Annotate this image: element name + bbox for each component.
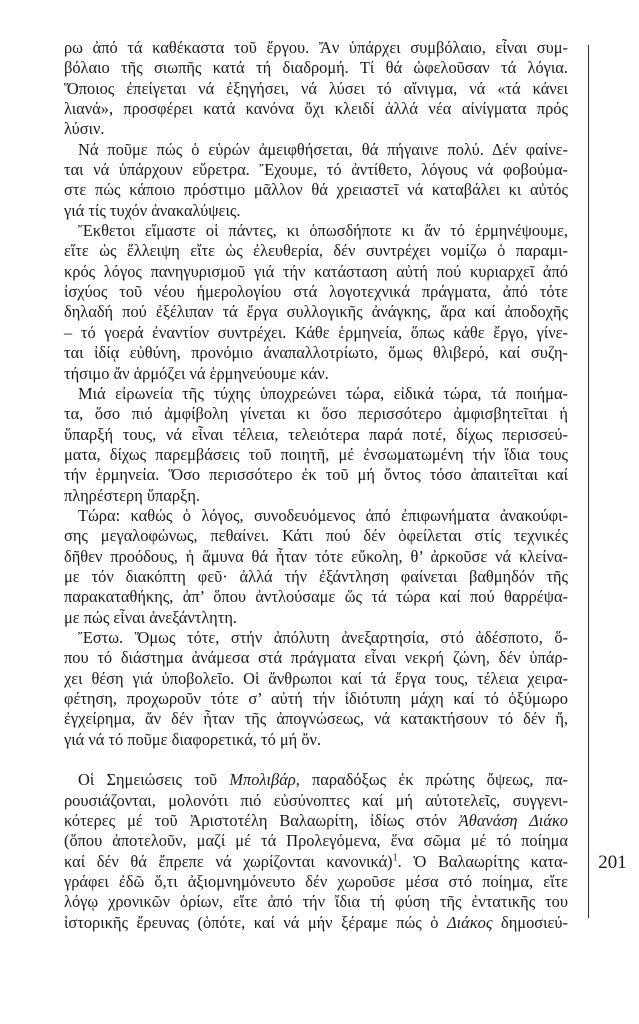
text-line: Ἔστω. Ὅμως τότε, στήν ἀπόλυτη ἀνεξαρτησία, στό ἀδέσποτο, ὅ- (78, 627, 568, 647)
text-line: καί δέν θά ἔπρεπε νά χωρίζονται κανονικά)$^1$. Ὁ Βαλαωρίτης κατα- (64, 851, 568, 871)
text-line: – τό γοερά ἐναντίον συντρέχει. Κάθε ἑρμηνεία, ὅπως κάθε ἔργο, γίνε- (64, 322, 568, 342)
text-line: φέτηση, προχωροῦν τότε σ’ αὐτή τήν ἰδιότυπη μάχη καί τό ὀξύμωρο (64, 689, 568, 708)
text-line: γιά νά τό ποῦμε διαφορετικά, τό μή ὄν. (64, 729, 322, 749)
text-line: βόλαιο τῆς σιωπῆς κατά τή διαδρομή. Τί θά ὠφελοῦσαν τά λόγια. (64, 58, 568, 78)
text-line: σης μεγαλοφώνως, πεθαίνει. Κάτι πού δέν ὀφείλεται στίς τεχνικές (64, 526, 568, 546)
text-line: ἱστορικῆς ἔρευνας (ὁπότε, καί νά μήν ξέραμε πώς ὁ Διάκος δημοσιεύ- (64, 912, 568, 932)
italic-title: Ἀθανάση Διάκο (458, 811, 569, 831)
text-line: τήν ἑρμηνεία. Ὅσο περισσότερο ἐκ τοῦ μή ὄντος τόσο ἀπαιτεῖται καί (64, 465, 568, 485)
text-line: γράφει ἐδῶ ὅ,τι ἀξιομνημόνευτο δέν χωροῦσε μέσα στό ποίημα, εἴτε (64, 872, 568, 892)
text-line: γιά τίς τυχόν ἀνακαλύψεις. (64, 200, 241, 220)
text-line: τήσιμο ἄν ἁρμόζει νά ἑρμηνεύουμε κάν. (64, 363, 329, 383)
text-line: τα, ὅσο πιό ἀμφίβολη γίνεται κι ὅσο περισσότερο ἀμφισβητεῖται ἡ (64, 404, 568, 424)
text-line: δῆθεν προόδους, ἡ ἄμυνα θά ἦταν τότε εὔκολη, θ’ ἀρκοῦσε νά κλείνα- (64, 546, 568, 566)
text-line: πληρέστερη ὕπαρξη. (64, 485, 200, 505)
text-line: δηλαδή πού ἐξέλιπαν τά ἔργα συλλογικῆς ἀνάγκης, ἄρα καί ἀποδοχῆς (64, 302, 568, 322)
text-line: ἐγχείρημα, ἄν δέν ἦταν τῆς ἀπογνώσεως, νά κατακτήσουν τό δέν ἤ, (64, 709, 568, 729)
paragraph (64, 140, 568, 221)
italic-title: Μπολιβάρ (229, 770, 296, 790)
text-line: ἰσχύος τοῦ νέου ἡμερολογίου στά λογοτεχνικά πράγματα, ἀπό τότε (64, 282, 568, 302)
page-number: 201 (598, 852, 627, 873)
paragraph (64, 506, 568, 628)
paragraph (64, 628, 568, 750)
text-line: Ὅποιος ἐπείγεται νά ἐξηγήσει, νά λύσει τό αἴνιγμα, νά «τά κάνει (64, 78, 568, 98)
text-line: ὕπαρξή τους, νά εἶναι τέλεια, τελειότερα παρά ποτέ, δίχως περισσεύ- (64, 424, 568, 444)
notes-paragraph (64, 770, 568, 933)
text-line: κρός λόγος πανηγυρισμοῦ γιά τήν κατάσταση αὐτή πού κυριαρχεῖ ἀπό (64, 261, 568, 281)
text-line: (ὅπου ἀποτελοῦν, μαζί μέ τά Προλεγόμενα, ἕνα σῶμα μέ τό ποίημα (64, 831, 568, 851)
text-line: κότερες μέ τοῦ Ἀριστοτέλη Βαλαωρίτη, ἰδίως στόν Ἀθανάση Διάκο (64, 811, 569, 831)
paragraph (64, 384, 568, 506)
text-line: στε πώς κάποιο πρόστιμο μᾶλλον θά χρειαστεῖ νά καταβάλει κι αὐτός (64, 180, 568, 200)
text-line: ται ἰδίᾳ εὐθύνη, προνόμιο ἀναπαλλοτρίωτο, ὅμως θλιβερό, καί συζη- (64, 343, 568, 363)
text-line: εἴτε ὡς ἔλλειψη εἴτε ὡς ἐλευθερία, δέν συντρέχει νομίζω ὁ παραμι- (64, 241, 568, 261)
text-line: με πώς εἶναι ἀνεξάντλητη. (64, 607, 238, 627)
text-line: Οἱ Σημειώσεις τοῦ Μπολιβάρ, παραδόξως ἐκ πρώτης ὄψεως, πα- (78, 770, 568, 790)
text-line: με τόν διακόπτη φεῦ· ἀλλά τήν ἐξάντληση φαίνεται βαθμηδόν τῆς (64, 566, 568, 586)
italic-title: Διάκος (447, 912, 493, 932)
text-line: Ἔκθετοι εἴμαστε οἱ πάντες, κι ὁπωσδήποτε κι ἄν τό ἑρμηνέψουμε, (78, 221, 568, 241)
text-line: παρακαταθήκης, ἀπ’ ὅπου ἀντλούσαμε ὥς τά τώρα καί πού θαρρέψα- (64, 587, 568, 607)
text-line: λύσιν. (64, 119, 105, 139)
footnote-marker[interactable]: 1 (392, 852, 398, 864)
text-line: που τό διάστημα ἀνάμεσα στά πράγματα εἶναι νεκρή ζώνη, δέν ὑπάρ- (64, 648, 568, 668)
section-gap (64, 750, 568, 770)
margin-rule (588, 45, 589, 918)
page-body (64, 38, 568, 933)
paragraph (64, 38, 568, 140)
text-line: ρουσιάζονται, μολονότι πιό εὐσύνοπτες καί μή αὐτοτελεῖς, συγγενι- (64, 790, 568, 810)
text-line: ρω ἀπό τά καθέκαστα τοῦ ἔργου. Ἄν ὑπάρχει συμβόλαιο, εἶναι συμ- (64, 38, 568, 57)
text-line: ματα, δίχως παρεμβάσεις τοῦ ποιητῆ, μέ ἐνσωματωμένη τήν ἴδια τους (64, 444, 568, 464)
text-line: Νά ποῦμε πώς ὁ εὑρών ἀμειφθήσεται, θά πήγαινε πολύ. Δέν φαίνε- (78, 139, 568, 159)
text-line: Μιά εἰρωνεία τῆς τύχης ὑποχρεώνει τώρα, εἰδικά τώρα, τά ποιήμα- (78, 383, 568, 403)
text-line: χει θέση γιά ὑποβολεῖο. Οἱ ἄνθρωποι καί τά ἔργα τους, τέλεια χειρα- (64, 668, 568, 688)
text-line: λιανά», προσφέρει κατά κανόνα ὄχι κλειδί ἀλλά νέα αἰνίγματα πρός (64, 99, 568, 119)
paragraph (64, 221, 568, 384)
text-line: Τώρα: καθώς ὁ λόγος, συνοδευόμενος ἀπό ἐπιφωνήματα ἀνακούφι- (78, 505, 568, 525)
text-line: λόγῳ χρονικῶν ὁρίων, εἴτε ἀπό τήν ἴδια τή φύση τῆς ἐντατικῆς του (64, 892, 568, 912)
text-line: ται νά ὑπάρχουν εὕρετρα. Ἔχουμε, τό ἀντίθετο, λόγους νά φοβούμα- (64, 160, 568, 180)
